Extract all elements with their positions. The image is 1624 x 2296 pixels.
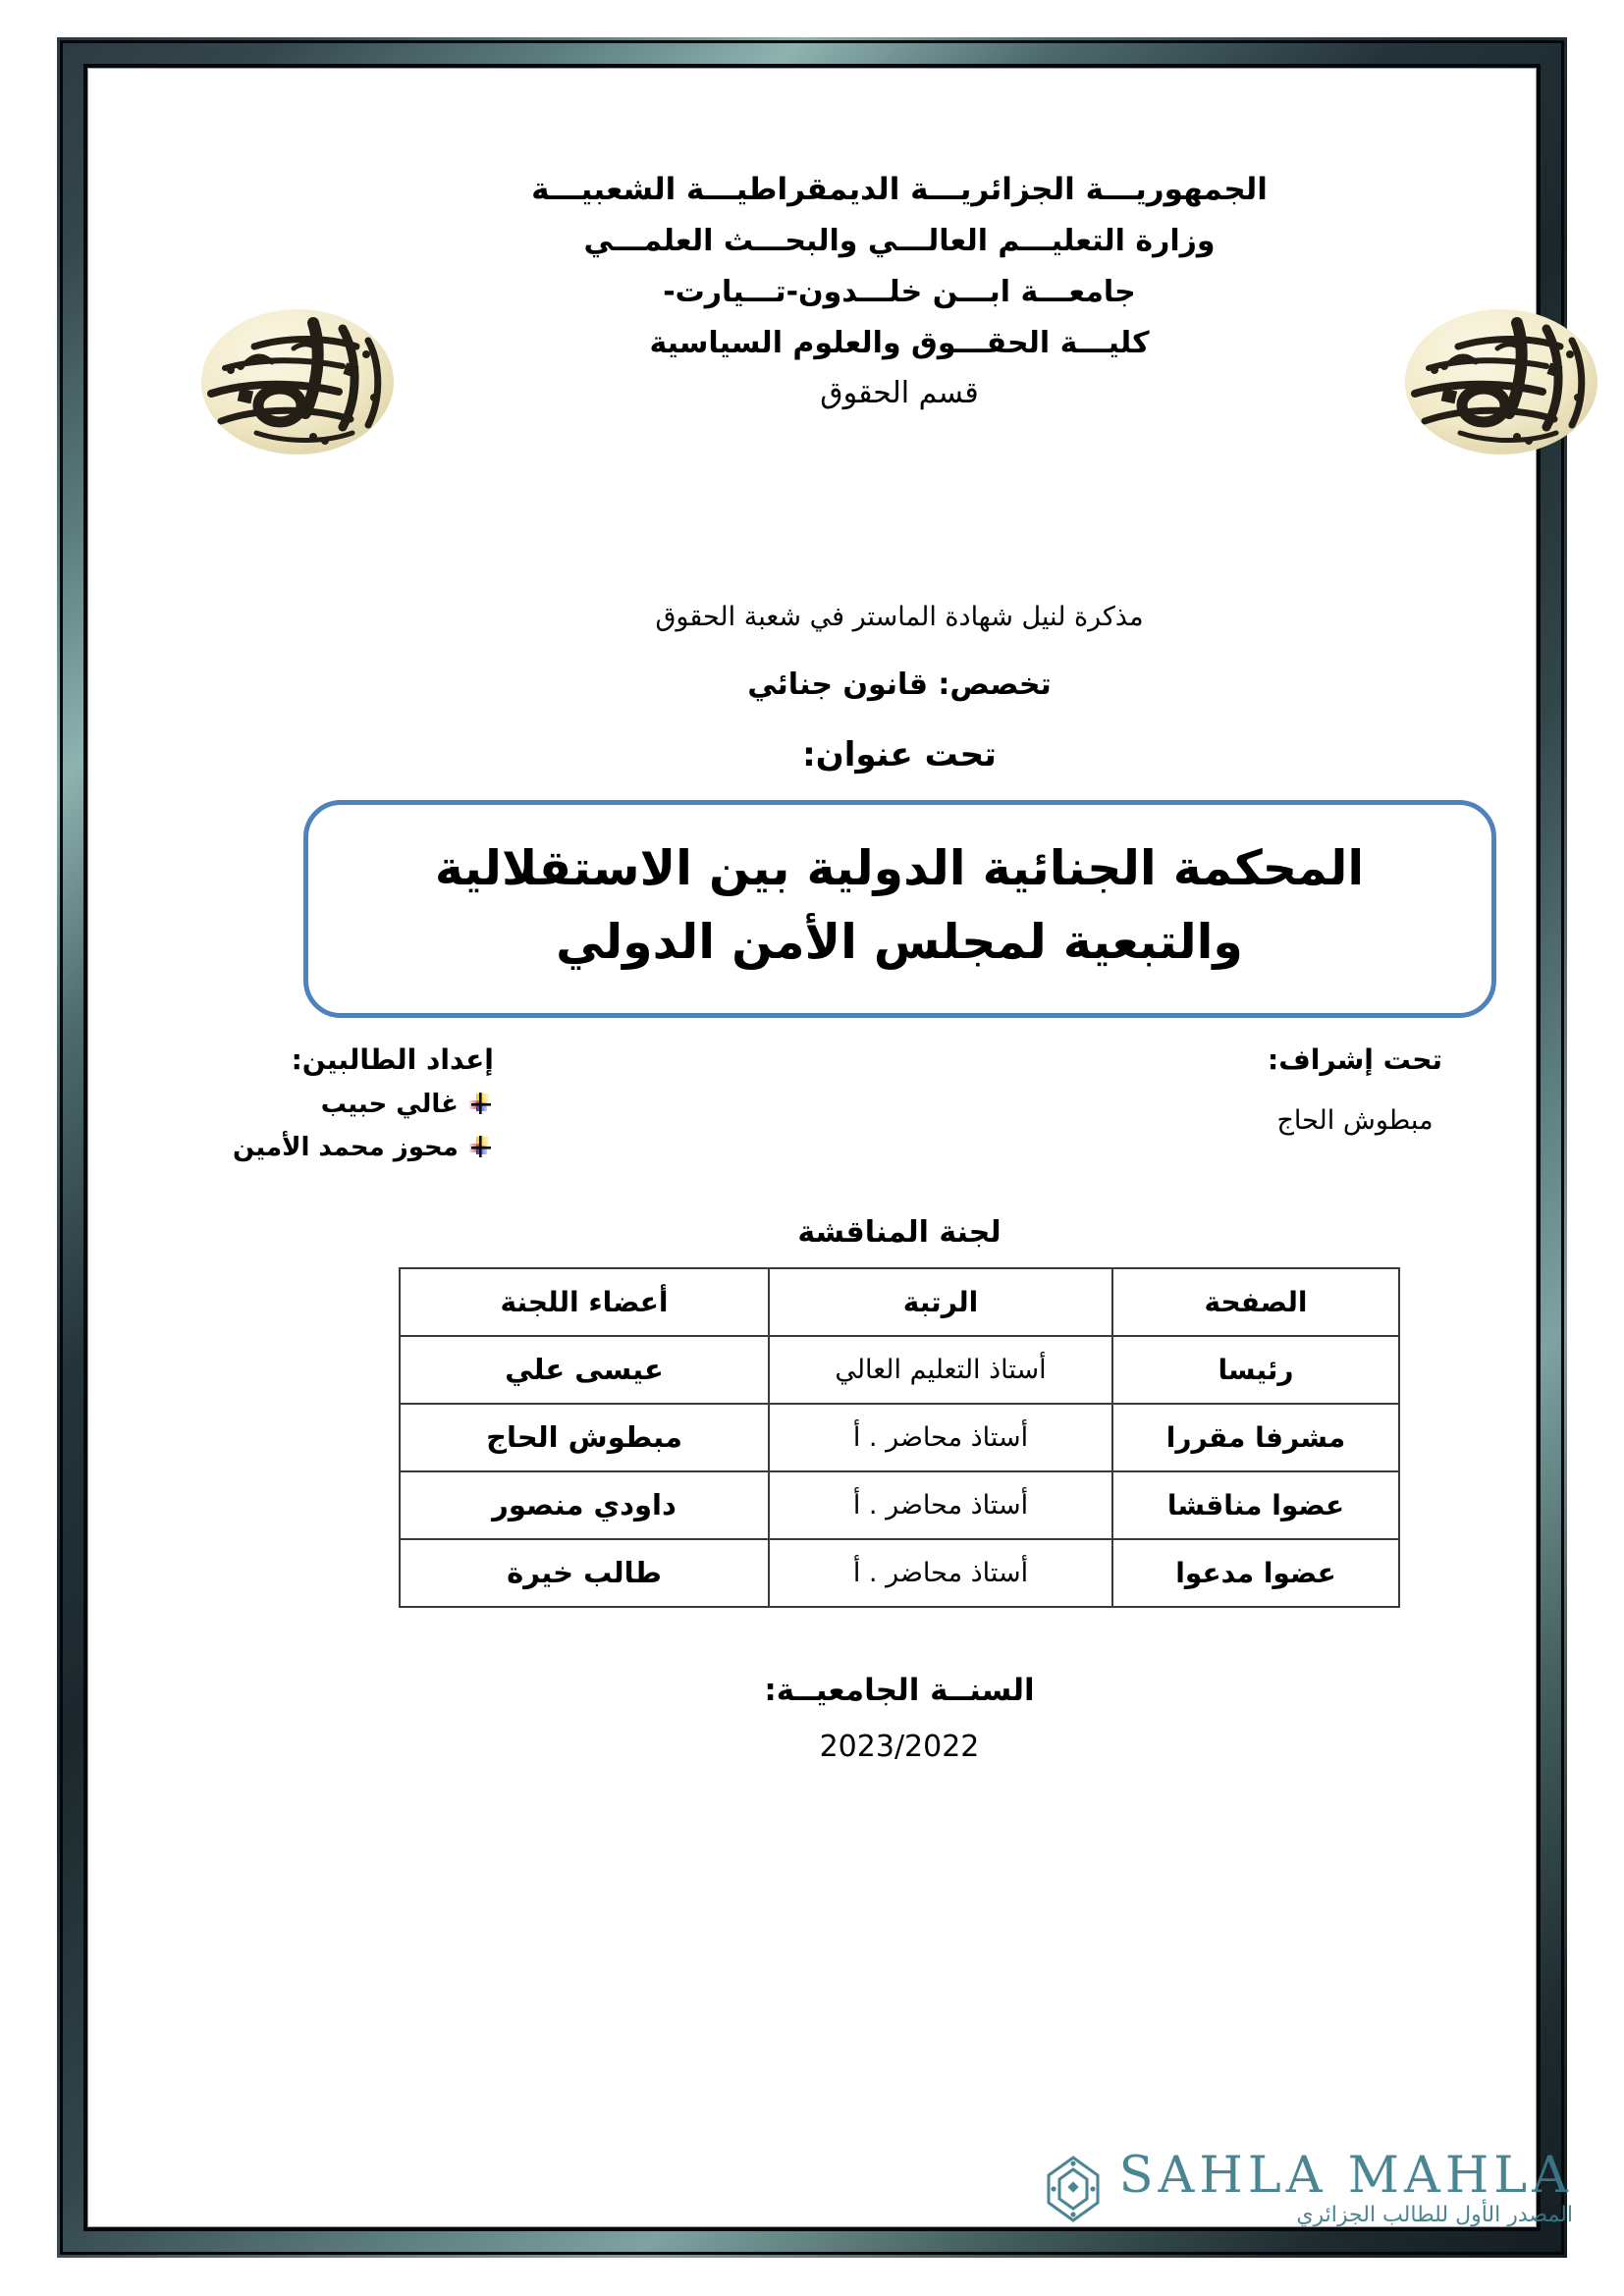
jury-rank: أستاذ التعليم العالي: [769, 1336, 1112, 1404]
column-header-rank: الرتبة: [769, 1268, 1112, 1336]
jury-table: [399, 1267, 1400, 1608]
academic-year-label: السنــة الجامعيــة:: [764, 1672, 1035, 1708]
jury-rank: أستاذ محاضر . أ: [769, 1404, 1112, 1471]
decorative-page-frame: [57, 37, 1567, 2258]
jury-member: عيسى علي: [400, 1336, 769, 1404]
header-country-line: الجمهوريـــة الجزائريـــة الديمقراطيـــة الشعبيـــة: [531, 172, 1268, 207]
authors-and-supervisor: [178, 1043, 1621, 1162]
university-seal-right-icon: [1399, 303, 1603, 460]
page-surface: [83, 64, 1541, 2231]
jury-member: مبطوش الحاج: [400, 1404, 769, 1471]
sahla-mahla-logo-icon: [1041, 2154, 1106, 2224]
color-cross-bullet-icon: [468, 1135, 494, 1160]
watermark-text-block: [1118, 2147, 1573, 2227]
cover-content: [178, 136, 1621, 2296]
students-heading: إعداد الطالبين:: [291, 1042, 494, 1076]
header-department-line: قسم الحقوق: [820, 376, 979, 411]
supervisor-heading: تحت إشراف:: [1268, 1042, 1442, 1076]
table-row: [400, 1404, 1399, 1471]
jury-heading: لجنة المناقشة: [797, 1214, 1001, 1250]
column-header-member: أعضاء اللجنة: [400, 1268, 769, 1336]
specialty-line: تخصص: قانون جنائي: [747, 667, 1052, 702]
supervisor-name: مبطوش الحاج: [1276, 1104, 1434, 1136]
students-block: [233, 1043, 494, 1162]
header-faculty-line: كليـــة الحقـــوق والعلوم السياسية: [649, 325, 1150, 360]
jury-member: طالب خيرة: [400, 1539, 769, 1607]
jury-role: عضوا مدعوا: [1112, 1539, 1399, 1607]
thesis-title: المحكمة الجنائية الدولية بين الاستقلالية والتبعية لمجلس الأمن الدولي: [434, 840, 1365, 970]
table-row: [400, 1471, 1399, 1539]
degree-memo-line: مذكرة لنيل شهادة الماستر في شعبة الحقوق: [655, 602, 1144, 632]
table-row: [400, 1539, 1399, 1607]
jury-rank: أستاذ محاضر . أ: [769, 1471, 1112, 1539]
sahla-mahla-watermark: [1041, 2147, 1573, 2227]
academic-year-value: 2023/2022: [819, 1729, 980, 1764]
jury-member: داودي منصور: [400, 1471, 769, 1539]
header-band: [178, 136, 1621, 576]
table-header-row: [400, 1268, 1399, 1336]
institution-header: [448, 164, 1351, 419]
student-list-item: [233, 1090, 494, 1119]
header-university-line: جامعـــة ابـــن خلـــدون-تـــيارت-: [663, 274, 1136, 309]
jury-role: مشرفا مقررا: [1112, 1404, 1399, 1471]
table-row: [400, 1336, 1399, 1404]
thesis-title-box: [303, 800, 1496, 1018]
supervisor-block: [1144, 1043, 1566, 1136]
under-title-label: تحت عنوان:: [802, 734, 997, 774]
jury-rank: أستاذ محاضر . أ: [769, 1539, 1112, 1607]
student-name: محوز محمد الأمين: [233, 1132, 459, 1162]
jury-role: رئيسا: [1112, 1336, 1399, 1404]
university-seal-left-icon: [195, 303, 400, 460]
student-list-item: [233, 1133, 494, 1162]
watermark-subtitle: المصدر الأول للطالب الجزائري: [1296, 2203, 1573, 2227]
jury-role: عضوا مناقشا: [1112, 1471, 1399, 1539]
student-name: غالي حبيب: [320, 1089, 459, 1119]
header-ministry-line: وزارة التعليـــم العالـــي والبحـــث العلمـــي: [583, 224, 1216, 259]
column-header-page: الصفحة: [1112, 1268, 1399, 1336]
watermark-title: SAHLA MAHLA: [1118, 2147, 1573, 2205]
color-cross-bullet-icon: [468, 1092, 494, 1117]
